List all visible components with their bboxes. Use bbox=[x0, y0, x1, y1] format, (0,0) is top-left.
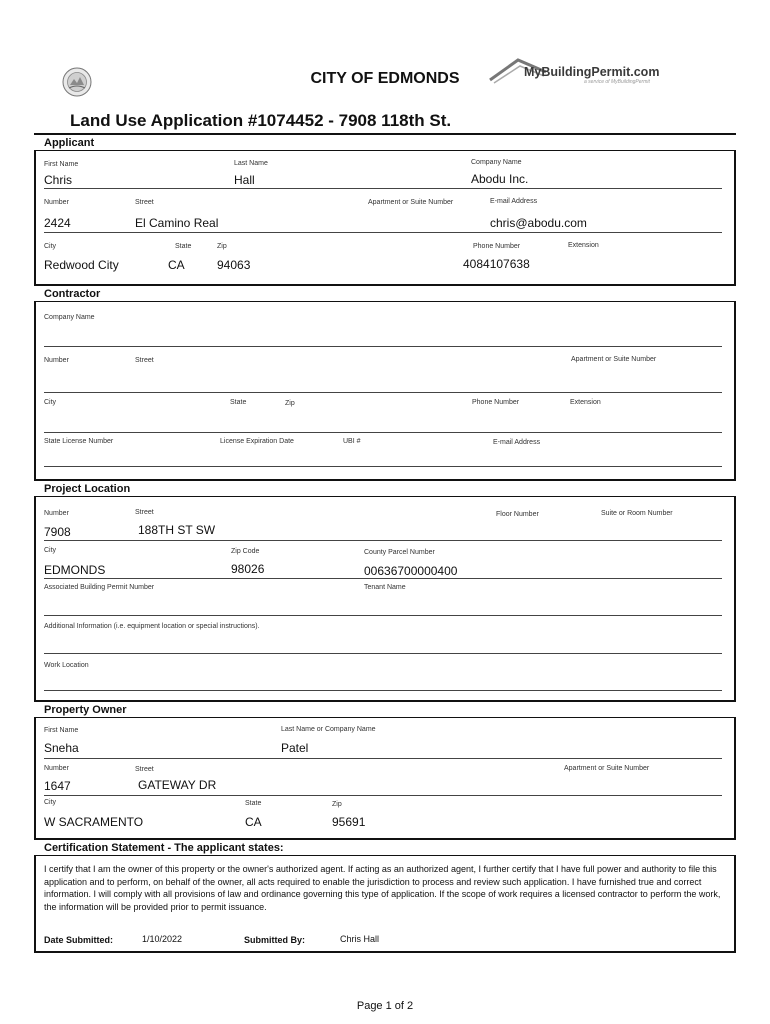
contractor-state-label: State bbox=[230, 399, 247, 406]
project-tenant-label: Tenant Name bbox=[364, 584, 406, 591]
applicant-first-name-label: First Name bbox=[44, 161, 79, 168]
project-city-label: City bbox=[44, 547, 57, 554]
rule bbox=[44, 758, 722, 759]
applicant-phone-label: Phone Number bbox=[473, 243, 521, 250]
submitted-by-label: Submitted By: bbox=[244, 935, 306, 945]
owner-apt-label: Apartment or Suite Number bbox=[564, 765, 650, 772]
page-title: Land Use Application #1074452 - 7908 118th St. bbox=[70, 111, 452, 130]
owner-first-name-label: First Name bbox=[44, 727, 79, 734]
project-street-label: Street bbox=[135, 509, 154, 516]
project-assoc-permit-label: Associated Building Permit Number bbox=[44, 584, 155, 591]
project-parcel[interactable]: 00636700000400 bbox=[364, 564, 458, 578]
form-frame bbox=[34, 133, 736, 953]
project-zip-label: Zip Code bbox=[231, 548, 260, 555]
applicant-extension-label: Extension bbox=[568, 242, 599, 249]
project-city[interactable]: EDMONDS bbox=[44, 563, 106, 577]
owner-street[interactable]: GATEWAY DR bbox=[138, 778, 217, 792]
rule bbox=[44, 432, 722, 433]
applicant-city[interactable]: Redwood City bbox=[44, 258, 119, 272]
contractor-license-exp-label: License Expiration Date bbox=[220, 438, 294, 445]
owner-number[interactable]: 1647 bbox=[44, 779, 71, 793]
applicant-first-name[interactable]: Chris bbox=[44, 173, 73, 187]
contractor-ubi-label: UBI # bbox=[343, 438, 361, 445]
project-heading: Project Location bbox=[34, 479, 736, 497]
contractor-apt-label: Apartment or Suite Number bbox=[571, 356, 657, 363]
rule bbox=[44, 188, 722, 189]
rule bbox=[44, 578, 722, 579]
applicant-email-label: E-mail Address bbox=[490, 198, 538, 205]
project-additional-label: Additional Information (i.e. equipment location or special instructions). bbox=[44, 623, 260, 630]
contractor-number-label: Number bbox=[44, 357, 69, 364]
mybuildingpermit-logo bbox=[488, 56, 658, 90]
applicant-number-label: Number bbox=[44, 199, 69, 206]
date-submitted-label: Date Submitted: bbox=[44, 935, 114, 945]
applicant-last-name[interactable]: Hall bbox=[234, 173, 255, 187]
applicant-heading: Applicant bbox=[34, 133, 736, 151]
applicant-phone[interactable]: 4084107638 bbox=[463, 257, 530, 271]
applicant-state[interactable]: CA bbox=[168, 258, 185, 272]
project-parcel-label: County Parcel Number bbox=[364, 549, 435, 556]
certification-text: I certify that I am the owner of this property or the owner's authorized agent. If acting as an authorized agent, I further certify that I have full power and authority to file this application and to perform, on behalf of the owner, all acts required to enable the jurisdiction to process and review such application. I have furnished true and correct information. I will comply with all provisions of law and ordinance governing this type of application. If the scope of work requires a licensed contractor to perform the work, the information will be provided prior to permit issuance. bbox=[44, 864, 721, 912]
rule bbox=[44, 615, 722, 616]
applicant-zip[interactable]: 94063 bbox=[217, 258, 251, 272]
applicant-company-label: Company Name bbox=[471, 159, 522, 166]
applicant-state-label: State bbox=[175, 243, 192, 250]
applicant-company[interactable]: Abodu Inc. bbox=[471, 172, 529, 186]
project-number[interactable]: 7908 bbox=[44, 525, 71, 539]
certification-heading: Certification Statement - The applicant states: bbox=[34, 838, 736, 856]
project-floor-label: Floor Number bbox=[496, 511, 539, 518]
contractor-email-label: E-mail Address bbox=[493, 439, 541, 446]
project-number-label: Number bbox=[44, 510, 69, 517]
rule bbox=[44, 540, 722, 541]
applicant-street[interactable]: El Camino Real bbox=[135, 216, 219, 230]
project-work-location-label: Work Location bbox=[44, 662, 89, 669]
applicant-number[interactable]: 2424 bbox=[44, 216, 71, 230]
rule bbox=[44, 232, 722, 233]
project-zip[interactable]: 98026 bbox=[231, 562, 265, 576]
submitted-by-value: Chris Hall bbox=[340, 934, 380, 944]
contractor-license-label: State License Number bbox=[44, 438, 114, 445]
rule bbox=[44, 466, 722, 467]
applicant-zip-label: Zip bbox=[217, 243, 227, 250]
logo-tagline: a service of MyBuildingPermit bbox=[584, 79, 650, 85]
contractor-street-label: Street bbox=[135, 357, 154, 364]
contractor-company-label: Company Name bbox=[44, 314, 95, 321]
owner-zip-label: Zip bbox=[332, 801, 342, 808]
owner-city-label: City bbox=[44, 799, 57, 806]
contractor-zip-label: Zip bbox=[285, 400, 295, 407]
rule bbox=[44, 653, 722, 654]
owner-street-label: Street bbox=[135, 766, 154, 773]
rule bbox=[44, 690, 722, 691]
logo-text: MyBuildingPermit.com bbox=[524, 65, 660, 79]
contractor-extension-label: Extension bbox=[570, 399, 601, 406]
owner-first-name[interactable]: Sneha bbox=[44, 741, 79, 755]
owner-state-label: State bbox=[245, 800, 262, 807]
owner-last-name-label: Last Name or Company Name bbox=[281, 726, 376, 733]
rule bbox=[44, 795, 722, 796]
owner-city[interactable]: W SACRAMENTO bbox=[44, 815, 144, 829]
applicant-city-label: City bbox=[44, 243, 57, 250]
rule bbox=[44, 392, 722, 393]
project-suite-label: Suite or Room Number bbox=[601, 510, 673, 517]
applicant-apt-label: Apartment or Suite Number bbox=[368, 199, 454, 206]
owner-last-name[interactable]: Patel bbox=[281, 741, 309, 755]
applicant-street-label: Street bbox=[135, 199, 154, 206]
org-name: CITY OF EDMONDS bbox=[310, 70, 460, 87]
applicant-email[interactable]: chris@abodu.com bbox=[490, 216, 587, 230]
owner-heading: Property Owner bbox=[34, 700, 736, 718]
project-street[interactable]: 188TH ST SW bbox=[138, 523, 216, 537]
date-submitted-value: 1/10/2022 bbox=[142, 934, 183, 944]
contractor-heading: Contractor bbox=[34, 284, 736, 302]
owner-zip[interactable]: 95691 bbox=[332, 815, 366, 829]
rule bbox=[44, 346, 722, 347]
page-number: Page 1 of 2 bbox=[356, 1000, 414, 1012]
owner-state[interactable]: CA bbox=[245, 815, 262, 829]
applicant-last-name-label: Last Name bbox=[234, 160, 268, 167]
contractor-city-label: City bbox=[44, 399, 57, 406]
owner-number-label: Number bbox=[44, 765, 69, 772]
contractor-phone-label: Phone Number bbox=[472, 399, 520, 406]
